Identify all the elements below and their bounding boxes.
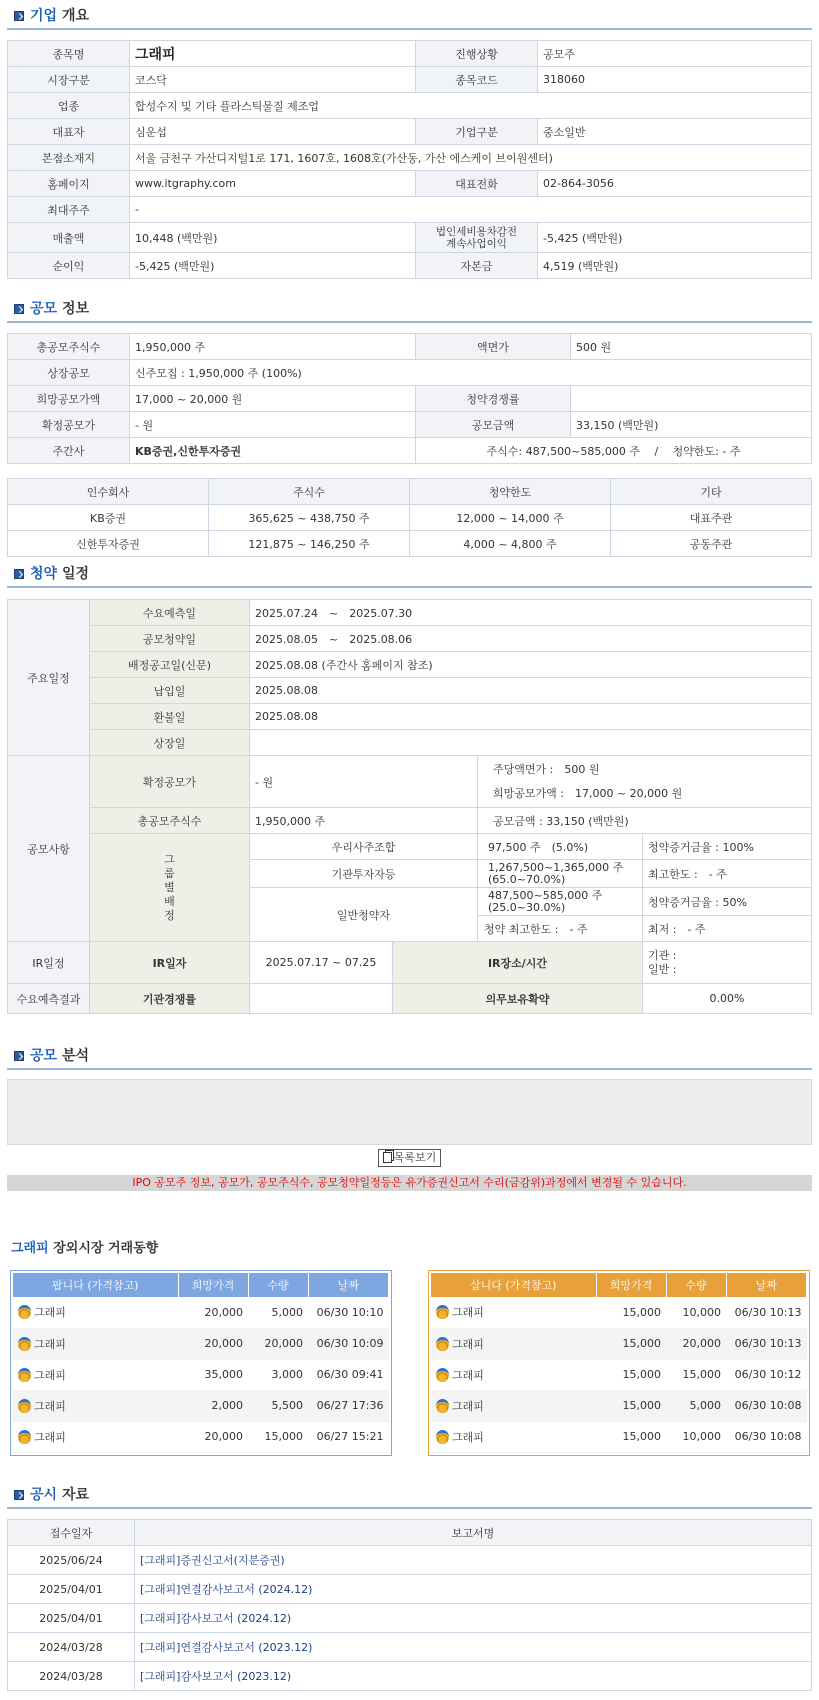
disclosure-table: 접수일자 보고서명 2025/06/24 [그래피]증권신고서(지분증권) 2025/04/01 [그래피]연결감사보고서 (2024.12) 2025/04/01 [그래피]감사보고서 (2024.12) 2024/03/28 [그래피]연결감사보고서 (2023.12) 2024/03/28 [그래피]감사보고서 (2023.12) bbox=[7, 1519, 812, 1691]
section-bullet-icon bbox=[14, 569, 24, 579]
otc-buy-row[interactable]: 그래피 15,000 10,000 06/30 10:13 bbox=[431, 1297, 807, 1328]
medal-icon bbox=[18, 1430, 31, 1444]
disclosure-section-title: 공시 자료 bbox=[7, 1485, 812, 1509]
homepage-link[interactable]: www.itgraphy.com bbox=[130, 171, 416, 197]
medal-icon bbox=[436, 1399, 449, 1413]
medal-icon bbox=[18, 1305, 31, 1319]
offer-section-title: 공모 정보 bbox=[7, 299, 812, 323]
otc-buy-panel: 삽니다 (가격참고) 희망가격 수량 날짜 그래피 15,000 10,000 06/30 10:13 그래피 15,000 20,000 06/30 10:13 그래피 15,000 15,000 06/30 10:12 그래피 15,000 5,000 06/30 10:08 그래피 15,000 10,000 06/30 10:08 bbox=[428, 1270, 810, 1456]
company-table: 종목명 그래피 진행상황 공모주 시장구분 코스닥 종목코드 318060 업종 합성수지 및 기타 플라스틱물질 제조업 대표자 심운섭 기업구분 중소일반 본점소재지 서울 금천구 가산디지털1로 171, 1607호, 1608호(가산동, 가산 에스케이 브이원센터) 홈페이지 www.itgraphy.com 대표전화 02-864-3056 최대주주 - 매출액 10,448 (백만원) 법인세비용차감전 계속사업이익 -5,425 (백만원) 순이익 -5,425 (백만원) 자본금 4,519 (백만원) bbox=[7, 40, 812, 279]
company-section-title: 기업 개요 bbox=[7, 6, 812, 30]
table-row: KB증권 365,625 ~ 438,750 주 12,000 ~ 14,000 주 대표주관 bbox=[8, 505, 812, 531]
underwriter-names: KB증권,신한투자증권 bbox=[130, 438, 416, 464]
otc-sell-row[interactable]: 그래피 35,000 3,000 06/30 09:41 bbox=[13, 1359, 389, 1390]
list-view-button[interactable]: 목록보기 bbox=[378, 1149, 442, 1167]
medal-icon bbox=[436, 1368, 449, 1382]
medal-icon bbox=[436, 1430, 449, 1444]
section-bullet-icon bbox=[14, 11, 24, 21]
subscription-section-title: 청약 일정 bbox=[7, 564, 812, 588]
table-row: 2024/03/28 [그래피]연결감사보고서 (2023.12) bbox=[8, 1633, 812, 1662]
list-icon bbox=[383, 1152, 392, 1163]
notice-text: IPO 공모주 정보, 공모가, 공모주식수, 공모청약일정등은 유가증권신고서 수리(금감위)과정에서 변경될 수 있습니다. bbox=[7, 1175, 812, 1191]
analysis-section-title: 공모 분석 bbox=[7, 1046, 812, 1070]
report-link[interactable]: [그래피]감사보고서 (2023.12) bbox=[135, 1662, 812, 1691]
otc-sell-row[interactable]: 그래피 20,000 5,000 06/30 10:10 bbox=[13, 1297, 389, 1328]
otc-buy-row[interactable]: 그래피 15,000 15,000 06/30 10:12 bbox=[431, 1359, 807, 1390]
otc-sell-row[interactable]: 그래피 20,000 20,000 06/30 10:09 bbox=[13, 1328, 389, 1359]
medal-icon bbox=[18, 1368, 31, 1382]
report-link[interactable]: [그래피]감사보고서 (2024.12) bbox=[135, 1604, 812, 1633]
table-row: 신한투자증권 121,875 ~ 146,250 주 4,000 ~ 4,800 주 공동주관 bbox=[8, 531, 812, 557]
table-row: 2025/06/24 [그래피]증권신고서(지분증권) bbox=[8, 1546, 812, 1575]
section-bullet-icon bbox=[14, 1051, 24, 1061]
otc-buy-row[interactable]: 그래피 15,000 20,000 06/30 10:13 bbox=[431, 1328, 807, 1359]
otc-sell-row[interactable]: 그래피 2,000 5,500 06/27 17:36 bbox=[13, 1390, 389, 1421]
report-link[interactable]: [그래피]증권신고서(지분증권) bbox=[135, 1546, 812, 1575]
medal-icon bbox=[18, 1337, 31, 1351]
table-row: 2024/03/28 [그래피]감사보고서 (2023.12) bbox=[8, 1662, 812, 1691]
otc-sell-row[interactable]: 그래피 20,000 15,000 06/27 15:21 bbox=[13, 1421, 389, 1452]
medal-icon bbox=[436, 1337, 449, 1351]
schedule-table: 주요일정 수요예측일 2025.07.24 ~ 2025.07.30 공모청약일 2025.08.05 ~ 2025.08.06 배정공고일(신문) 2025.08.08 (주간사 홈페이지 참조) 납입일 2025.08.08 환불일 2025.08.08 상장일 공모사항 확정공모가 - 원 주당액면가 : 500 원 희망공모가액 : 17,000 ~ 20,000 원 총공모주식수 1,950,000 주 공모금액 : 33,150 (백만원) 그 룹 별 배 정 우리사주조합 97,500 주 (5.0%) 청약증거금율 : 100% 기관투자자등 1,267,500~1,365,000 주 (65.0~70.0%) 최고한도 : - 주 일반청약자 487,500~585,000 주 (25.0~30.0%) 청약증거금율 : 50% 청약 최고한도 : - 주 최저 : - 주 IR일정 IR일자 2025.07.17 ~ 07.25 IR장소/시간 기관 : 일반 : 수요예측결과 기관경쟁률 의무보유확약 0.00% bbox=[7, 599, 812, 1014]
offer-table: 총공모주식수 1,950,000 주 액면가 500 원 상장공모 신주모집 : 1,950,000 주 (100%) 희망공모가액 17,000 ~ 20,000 원 청약경쟁률 확정공모가 - 원 공모금액 33,150 (백만원) 주간사 KB증권,신한투자증권 주식수: 487,500~585,000 주 / 청약한도: - 주 bbox=[7, 333, 812, 464]
otc-sell-panel: 팝니다 (가격참고) 희망가격 수량 날짜 그래피 20,000 5,000 06/30 10:10 그래피 20,000 20,000 06/30 10:09 그래피 35,000 3,000 06/30 09:41 그래피 2,000 5,500 06/27 17:36 그래피 20,000 15,000 06/27 15:21 bbox=[10, 1270, 392, 1456]
otc-section-title: 그래피 장외시장 거래동향 bbox=[11, 1241, 159, 1256]
table-row: 2025/04/01 [그래피]감사보고서 (2024.12) bbox=[8, 1604, 812, 1633]
analysis-content-area bbox=[7, 1079, 812, 1145]
medal-icon bbox=[18, 1399, 31, 1413]
section-bullet-icon bbox=[14, 304, 24, 314]
section-bullet-icon bbox=[14, 1490, 24, 1500]
company-name: 그래피 bbox=[130, 41, 416, 67]
otc-buy-row[interactable]: 그래피 15,000 10,000 06/30 10:08 bbox=[431, 1421, 807, 1452]
medal-icon bbox=[436, 1305, 449, 1319]
table-row: 2025/04/01 [그래피]연결감사보고서 (2024.12) bbox=[8, 1575, 812, 1604]
report-link[interactable]: [그래피]연결감사보고서 (2023.12) bbox=[135, 1633, 812, 1662]
report-link[interactable]: [그래피]연결감사보고서 (2024.12) bbox=[135, 1575, 812, 1604]
underwriters-table: 인수회사 주식수 청약한도 기타 KB증권 365,625 ~ 438,750 주 12,000 ~ 14,000 주 대표주관 신한투자증권 121,875 ~ 146,250 주 4,000 ~ 4,800 주 공동주관 bbox=[7, 478, 812, 557]
otc-buy-row[interactable]: 그래피 15,000 5,000 06/30 10:08 bbox=[431, 1390, 807, 1421]
